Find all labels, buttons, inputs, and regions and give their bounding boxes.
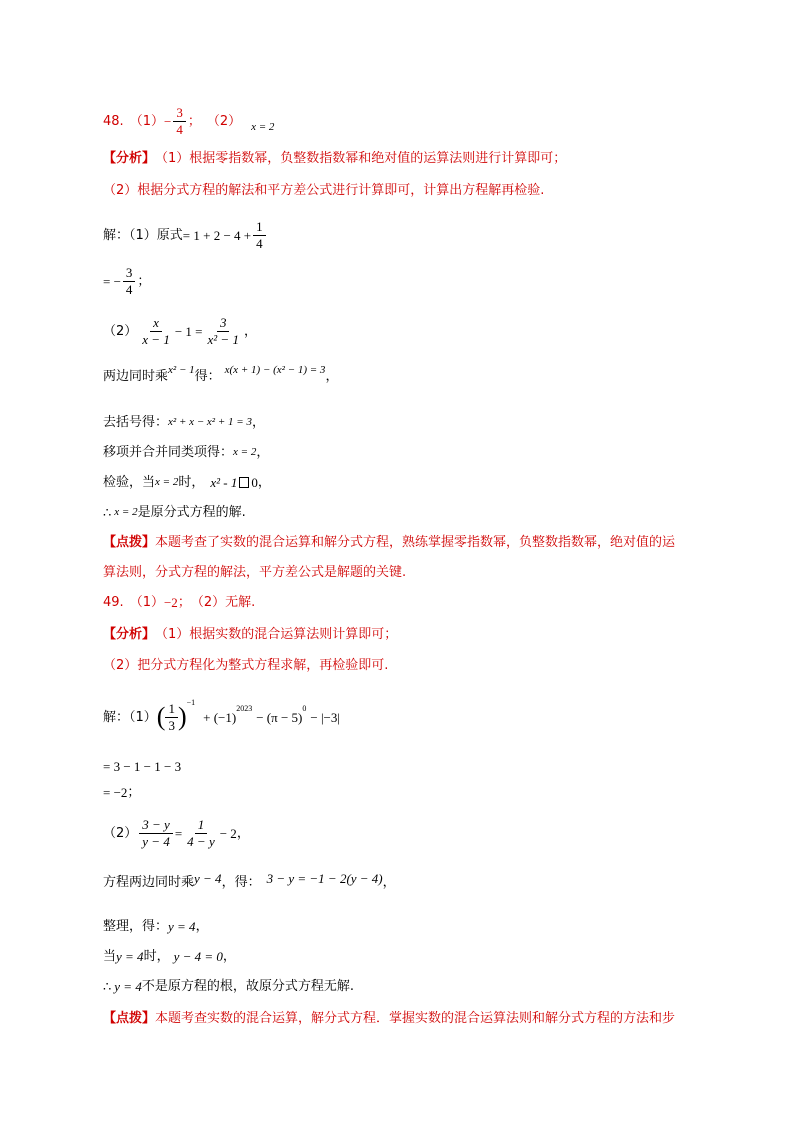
solution-fraction xyxy=(165,702,178,732)
fraction-numerator: 3 xyxy=(123,266,136,282)
q49-solution-1 xyxy=(103,698,340,733)
tip-tag: 【点拨】 xyxy=(103,1011,156,1026)
q48-answer-line xyxy=(103,106,274,136)
eq-fraction-2 xyxy=(184,818,218,848)
q48-analysis-2: （2）根据分式方程的解法和平方差公式进行计算即可，计算出方程解再检验. xyxy=(103,183,545,198)
when-expr: y = 4 xyxy=(116,949,144,964)
q49-analysis-1 xyxy=(103,628,397,641)
q48-ans1-fraction xyxy=(173,106,186,136)
conclusion-text: 是原分式方程的解. xyxy=(137,505,246,520)
solution-term-2: + (−1) xyxy=(203,709,237,725)
left-paren-icon: ( xyxy=(156,702,166,732)
solution-prefix: 解：（1） xyxy=(103,709,157,725)
q49-step-a: = 3 − 1 − 1 − 3 xyxy=(103,759,182,774)
q49-step-b xyxy=(103,786,140,799)
eq-sign: = xyxy=(174,825,183,841)
multiply-result: 3 − y = −1 − 2(y − 4) xyxy=(266,871,383,886)
analysis-text: （1）根据零指数幂，负整数指数幂和绝对值的运算法则进行计算即可； xyxy=(155,151,567,166)
tip-tag: 【点拨】 xyxy=(103,535,156,550)
eq-fraction-1 xyxy=(139,818,173,848)
when-suffix: ， xyxy=(222,949,236,964)
analysis-tag: 【分析】 xyxy=(103,627,156,642)
exponent-2: 2023 xyxy=(236,704,253,714)
q49-analysis-2: （2）把分式方程化为整式方程求解，再检验即可. xyxy=(103,658,389,673)
step-suffix: ； xyxy=(137,273,151,289)
fraction-denominator: x² − 1 xyxy=(207,331,239,347)
conclusion-text: 不是原方程的根，故原分式方程无解. xyxy=(141,979,354,994)
fraction-numerator: 1 xyxy=(253,220,266,236)
fraction-denominator: y − 4 xyxy=(142,833,170,849)
when-mid: 时， xyxy=(143,949,170,964)
tip-text: 本题考查了实数的混合运算和解分式方程，熟练掌握零指数幂，负整数指数幂，绝对值的运 xyxy=(155,535,676,550)
check-x: x = 2 xyxy=(155,476,179,488)
q48-ans1-label: （1） xyxy=(129,113,164,129)
q49-simplify-line xyxy=(103,920,209,933)
q48-expand-line xyxy=(103,416,265,429)
fraction-denominator: 4 xyxy=(125,281,133,297)
q48-ans2-label: （2） xyxy=(206,113,242,129)
therefore-symbol: ∴ xyxy=(103,979,112,994)
multiply-get: 得： xyxy=(194,369,221,384)
step-fraction xyxy=(123,266,136,296)
q48-multiply-line xyxy=(103,364,339,384)
solution-fraction xyxy=(253,220,266,250)
expand-text: 去括号得： xyxy=(103,415,169,430)
q48-move-line xyxy=(103,446,269,459)
q49-number: 49. xyxy=(103,595,124,610)
fraction-denominator: 4 − y xyxy=(187,833,215,849)
multiply-result: x(x + 1) − (x² − 1) = 3 xyxy=(224,364,326,376)
solution-expr: = 1 + 2 − 4 + xyxy=(182,227,252,243)
fraction-denominator: x − 1 xyxy=(142,331,170,347)
when-expr2: y − 4 = 0 xyxy=(173,949,223,964)
move-text: 移项并合并同类项得： xyxy=(103,445,234,460)
tip-text: 本题考查实数的混合运算，解分式方程．掌握实数的混合运算法则和解分式方程的方法和步 xyxy=(155,1011,676,1026)
simplify-expr: y = 4 xyxy=(168,919,196,934)
q48-solution-1 xyxy=(103,220,268,250)
expand-expr: x² + x − x² + 1 = 3 xyxy=(168,416,252,428)
fraction-numerator: 3 xyxy=(217,316,230,332)
q48-analysis-1 xyxy=(103,152,566,165)
fraction-denominator: 3 xyxy=(168,717,175,733)
q48-conclusion xyxy=(103,506,246,519)
exponent-3: 0 xyxy=(302,704,307,714)
part-label: （2） xyxy=(103,825,138,841)
check-text: 检验，当 xyxy=(103,475,156,490)
fraction-numerator: 1 xyxy=(195,818,208,834)
q49-part2-equation xyxy=(103,818,250,848)
multiply-get: ，得： xyxy=(221,875,261,890)
multiply-expr: y − 4 xyxy=(194,871,222,886)
simplify-suffix: ， xyxy=(195,919,209,934)
exponent-1: −1 xyxy=(186,698,196,708)
conclusion-y: y = 4 xyxy=(114,979,142,994)
when-text: 当 xyxy=(103,949,117,964)
q49-ans2-label: （2） xyxy=(190,595,226,610)
step-suffix: ； xyxy=(127,785,141,800)
q48-part2-equation xyxy=(103,316,257,346)
q48-tip-2: 算法则，分式方程的解法，平方差公式是解题的关键. xyxy=(103,565,407,580)
multiply-suffix: ， xyxy=(325,369,339,384)
check-suffix: ， xyxy=(257,475,271,490)
fraction-numerator: x xyxy=(150,316,162,332)
analysis-text: （1）根据实数的混合运算法则计算即可； xyxy=(155,627,398,642)
eq-fraction-2 xyxy=(205,316,242,346)
q49-ans1-value: −2 xyxy=(163,595,178,610)
expand-suffix: ， xyxy=(251,415,265,430)
eq-suffix: ， xyxy=(243,323,257,339)
check-when: 时， xyxy=(178,475,205,490)
multiply-suffix: ， xyxy=(382,875,396,890)
solution-term-3: − (π − 5) xyxy=(256,709,303,725)
check-expr-a: x² - 1 xyxy=(210,475,238,490)
fraction-denominator: 4 xyxy=(176,121,183,137)
q49-ans2-value: 无解. xyxy=(225,595,256,610)
step-prefix: = − xyxy=(103,273,121,289)
conclusion-x: x = 2 xyxy=(114,506,138,518)
right-paren-icon: ) xyxy=(177,702,187,732)
fraction-denominator: 4 xyxy=(256,235,263,251)
q48-check-line xyxy=(103,476,271,489)
eq-middle: − 1 = xyxy=(174,323,203,339)
move-expr: x = 2 xyxy=(233,446,257,458)
q49-multiply-line xyxy=(103,871,396,890)
multiply-text: 两边同时乘 xyxy=(103,369,169,384)
therefore-symbol: ∴ xyxy=(103,505,112,520)
fraction-numerator: 3 − y xyxy=(139,818,173,834)
q49-conclusion xyxy=(103,980,354,993)
simplify-text: 整理，得： xyxy=(103,919,169,934)
q48-step-2 xyxy=(103,266,150,296)
q49-sep: ； xyxy=(177,595,191,610)
fraction-numerator: 1 xyxy=(165,702,178,718)
analysis-tag: 【分析】 xyxy=(103,151,156,166)
unknown-glyph-icon xyxy=(239,477,249,488)
multiply-text: 方程两边同时乘 xyxy=(103,875,195,890)
q49-answer-line xyxy=(103,596,255,609)
eq-fraction-1 xyxy=(139,316,173,346)
q49-tip-1 xyxy=(103,1012,675,1025)
q48-number: 48. xyxy=(103,113,124,129)
q49-ans1-label: （1） xyxy=(129,595,164,610)
eq-suffix: ， xyxy=(236,825,250,841)
multiply-expr: x² − 1 xyxy=(168,364,195,376)
fraction-numerator: 3 xyxy=(173,106,186,122)
q49-when-line xyxy=(103,950,236,963)
q48-ans2-value: x = 2 xyxy=(251,120,275,133)
q48-sep: ； xyxy=(187,113,201,129)
check-expr-b: 0 xyxy=(251,475,258,490)
q48-tip-1 xyxy=(103,536,675,549)
solution-prefix: 解：（1）原式 xyxy=(103,227,183,243)
part-label: （2） xyxy=(103,323,138,339)
step-value: = −2 xyxy=(103,785,128,800)
eq-tail: − 2 xyxy=(219,825,237,841)
move-suffix: ， xyxy=(256,445,270,460)
q48-ans1-minus: − xyxy=(163,113,172,129)
solution-term-4: − |−3| xyxy=(310,709,340,725)
